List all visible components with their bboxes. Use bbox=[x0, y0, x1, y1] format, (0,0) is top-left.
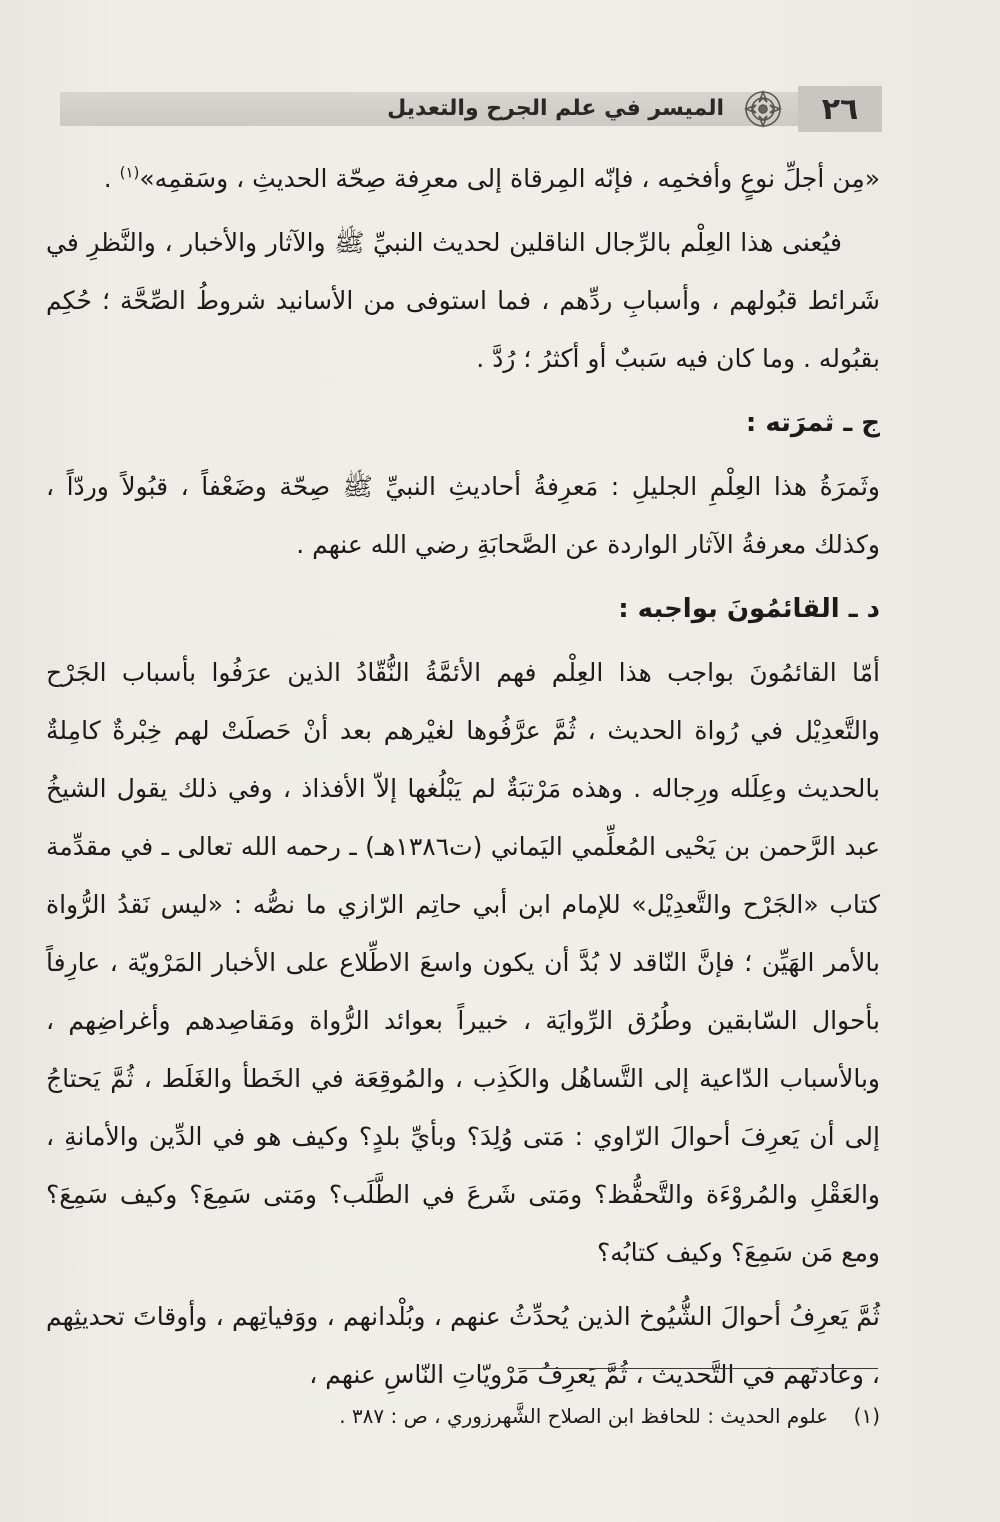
footnote-text: علوم الحديث : للحافظ ابن الصلاح الشَّهرزوري ، ص : ٣٨٧ . bbox=[339, 1404, 829, 1428]
paragraph-narrators: ثُمَّ يَعرِفُ أحوالَ الشُّيُوخ الذين يُحدِّثُ عنهم ، وبُلْدانهم ، ووَفياتِهم ، وأوقاتَ تحديثِهم ، وعادتَهم في التَّحديث ، ثُمَّ يَعرِفُ مَرْويّاتِ النّاسِ عنهم ، bbox=[46, 1302, 880, 1389]
paragraph-quote bbox=[46, 150, 880, 208]
heading-practitioners: د ـ القائمُونَ بواجبه : bbox=[618, 594, 880, 624]
ornament-icon bbox=[742, 88, 784, 130]
heading-fruit: ج ـ ثمرَته : bbox=[745, 408, 880, 438]
quote-text: «مِن أجلِّ نوعٍ وأفخمِه ، فإنّه المِرقاة إلى معرِفة صِحّة الحديثِ ، وسَقمِه» bbox=[139, 164, 880, 193]
footnote-ref: (١) bbox=[119, 163, 140, 182]
quote-end: . bbox=[103, 164, 120, 193]
main-text bbox=[46, 150, 880, 1404]
book-title: الميسر في علم الجرح والتعديل bbox=[387, 96, 724, 121]
paragraph-definition: فيُعنى هذا العِلْم بالرِّجال الناقلين لحديث النبيِّ ﷺ والآثار والأخبار ، والنَّظرِ في شَرائط قبُولهم ، وأسبابِ ردِّهم ، فما استوفى من الأسانيد شروطُ الصِّحَّة ؛ حُكِم بقبُوله . وما كان فيه سَببٌ أو أكثرُ ؛ رُدَّ . bbox=[46, 228, 880, 373]
paragraph-fruit: وثَمرَةُ هذا العِلْمِ الجليلِ : مَعرِفةُ أحاديثِ النبيِّ ﷺ صِحّة وضَعْفاً ، قبُولاً وردّاً ، وكذلك معرفةُ الآثار الواردة عن الصَّحابَةِ رضي الله عنهم . bbox=[46, 472, 880, 559]
footnote-divider bbox=[518, 1368, 878, 1369]
running-header bbox=[60, 86, 882, 132]
page-number: ٢٦ bbox=[798, 86, 882, 132]
footnote bbox=[120, 1396, 880, 1436]
footnote-number: (١) bbox=[853, 1404, 880, 1428]
paragraph-practitioners: أمّا القائمُونَ بواجب هذا العِلْم فهم الأئمَّةُ النُّقّادُ الذين عرَفُوا بأسباب الجَرْح والتَّعدِيْل في رُواة الحديث ، ثُمَّ عرَّفُوها لغيْرهم بعد أنْ حَصلَتْ لهم خِبْرةٌ كامِلةٌ بالحديث وعِلَله ورِجاله . وهذه مَرْتبَةٌ لم يَبْلُغها إلاّ الأفذاذ ، وفي ذلك يقول الشيخُ عبد الرَّحمن بن يَحْيى المُعلِّمي اليَماني (ت١٣٨٦هـ) ـ رحمه الله تعالى ـ في مقدِّمة كتاب «الجَرْح والتَّعدِيْل» للإمام ابن أبي حاتِم الرّازي ما نصُّه : «ليس نَقدُ الرُّواة بالأمر الهَيِّن ؛ فإنَّ النّاقد لا بُدَّ أن يكون واسعَ الاطِّلاع على الأخبار المَرْويّة ، عارِفاً بأحوال السّابقين وطُرُق الرِّوايَة ، خبيراً بعوائد الرُّواة ومَقاصِدهم وأغراضِهم ، وبالأسباب الدّاعية إلى التَّساهُل والكَذِب ، والمُوقِعَة في الخَطأ والغَلَط ، ثُمَّ يَحتاجُ إلى أن يَعرِفَ أحوالَ الرّاوي : مَتى وُلِدَ؟ وبأيِّ بلدٍ؟ وكيف هو في الدِّين والأمانةِ ، والعَقْلِ والمُروْءَة والتَّحفُّظ؟ ومَتى شَرعَ في الطَّلَب؟ ومَتى سَمِعَ؟ وكيف سَمِعَ؟ ومع مَن سَمِعَ؟ وكيف كتابُه؟ bbox=[46, 658, 880, 1267]
